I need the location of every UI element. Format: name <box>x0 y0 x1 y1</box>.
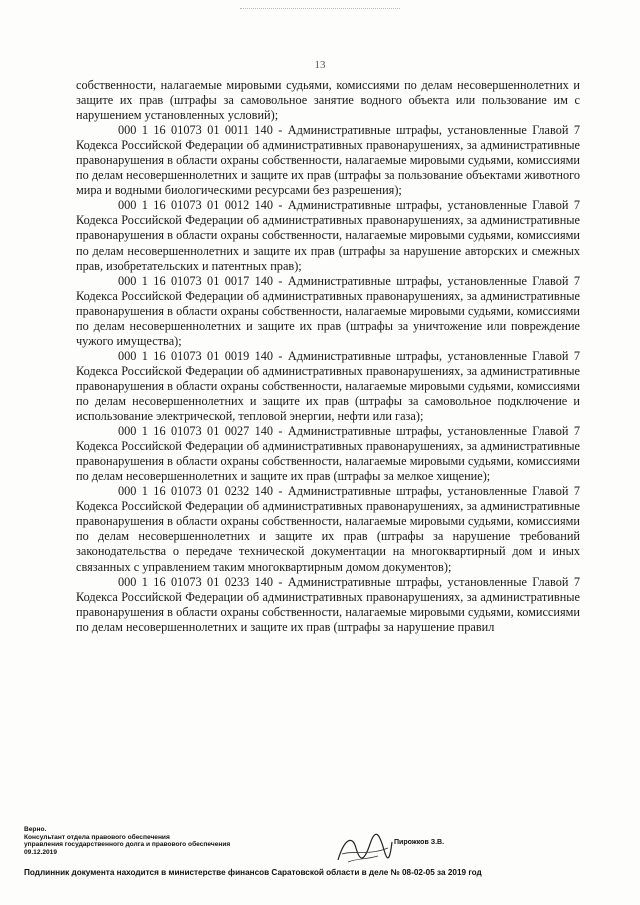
cert-line: Консультант отдела правового обеспечения <box>24 833 170 841</box>
paragraph: собственности, налагаемые мировыми судьями, комиссиями по делам несовершеннолетних и защите их прав (штрафы за самовольное занятие водного объекта или пользование им с нарушением установленных условий); <box>76 78 580 123</box>
paragraph: 000 1 16 01073 01 0027 140 - Административные штрафы, установленные Главой 7 Кодекса Российской Федерации об административных правонарушениях, за административные правонарушения в области охраны собственности, налагаемые мировыми судьями, комиссиями по делам несовершеннолетних и защите их прав (штрафы за мелкое хищение); <box>76 424 580 484</box>
paragraph: 000 1 16 01073 01 0019 140 - Административные штрафы, установленные Главой 7 Кодекса Российской Федерации об административных правонарушениях, за административные правонарушения в области охраны собственности, налагаемые мировыми судьями, комиссиями по делам несовершеннолетних и защите их прав (штрафы за самовольное подключение и использование электрической, тепловой энергии, нефти или газа); <box>76 348 580 424</box>
cert-line: Верно. <box>24 826 47 833</box>
page-number: 13 <box>314 59 326 71</box>
document-body <box>76 78 580 635</box>
cert-date: 09.12.2019 <box>24 848 58 856</box>
scan-marks <box>240 8 400 11</box>
signer-name: Пирожков З.В. <box>394 839 445 846</box>
paragraph: 000 1 16 01073 01 0233 140 - Административные штрафы, установленные Главой 7 Кодекса Российской Федерации об административных правонарушениях, за административные правонарушения в области охраны собственности, налагаемые мировыми судьями, комиссиями по делам несовершеннолетних и защите их прав (штрафы за нарушение правил <box>76 574 580 634</box>
paragraph: 000 1 16 01073 01 0232 140 - Административные штрафы, установленные Главой 7 Кодекса Российской Федерации об административных правонарушениях, за административные правонарушения в области охраны собственности, налагаемые мировыми судьями, комиссиями по делам несовершеннолетних и защите их прав (штрафы за нарушение требований законодательства о передаче технической документации на многоквартирный дом и иных связанных с управлением таким многоквартирным домом документов); <box>76 484 580 574</box>
paragraph: 000 1 16 01073 01 0012 140 - Административные штрафы, установленные Главой 7 Кодекса Российской Федерации об административных правонарушениях, за административные правонарушения в области охраны собственности, налагаемые мировыми судьями, комиссиями по делам несовершеннолетних и защите их прав (штрафы за нарушение авторских и смежных прав, изобретательских и патентных прав); <box>76 198 580 273</box>
signature-image <box>334 830 394 866</box>
original-location-note: Подлинник документа находится в министерстве финансов Саратовской области в деле № 08-02-05 за 2019 год <box>24 868 482 877</box>
cert-line: управления государственного долга и правового обеспечения <box>24 841 231 849</box>
certification-block <box>24 826 304 856</box>
paragraph: 000 1 16 01073 01 0017 140 - Административные штрафы, установленные Главой 7 Кодекса Российской Федерации об административных правонарушениях, за административные правонарушения в области охраны собственности, налагаемые мировыми судьями, комиссиями по делам несовершеннолетних и защите их прав (штрафы за уничтожение или повреждение чужого имущества); <box>76 273 580 348</box>
paragraph: 000 1 16 01073 01 0011 140 - Административные штрафы, установленные Главой 7 Кодекса Российской Федерации об административных правонарушениях, за административные правонарушения в области охраны собственности, налагаемые мировыми судьями, комиссиями по делам несовершеннолетних и защите их прав (штрафы за пользование объектами животного мира и водными биологическими ресурсами без разрешения); <box>76 123 580 198</box>
